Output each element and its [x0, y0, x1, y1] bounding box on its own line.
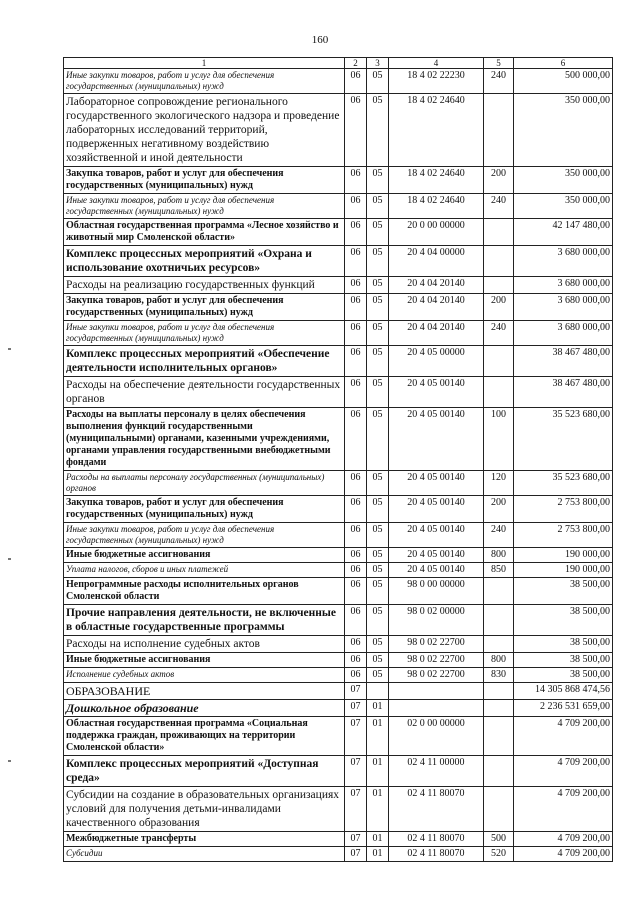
budget-table [63, 57, 613, 862]
target-article-cell: 02 4 11 80070 [389, 847, 484, 862]
subsection-cell: 01 [367, 717, 389, 756]
amount-cell: 2 753 800,00 [514, 523, 613, 548]
section-cell: 06 [345, 94, 367, 167]
amount-cell: 38 500,00 [514, 668, 613, 683]
subsection-cell: 05 [367, 277, 389, 294]
expense-type-cell [484, 94, 514, 167]
expense-name-cell: Субсидии [64, 847, 345, 862]
section-cell: 06 [345, 194, 367, 219]
section-cell: 06 [345, 668, 367, 683]
table-row [64, 321, 613, 346]
section-cell: 06 [345, 346, 367, 377]
expense-type-cell: 200 [484, 294, 514, 321]
expense-name-cell: Расходы на реализацию государственных функций [64, 277, 345, 294]
subsection-cell: 05 [367, 219, 389, 246]
amount-cell: 38 467 480,00 [514, 346, 613, 377]
table-row [64, 246, 613, 277]
section-cell: 07 [345, 700, 367, 717]
subsection-cell: 05 [367, 496, 389, 523]
target-article-cell: 02 4 11 80070 [389, 832, 484, 847]
target-article-cell: 02 4 11 80070 [389, 787, 484, 832]
subsection-cell: 05 [367, 578, 389, 605]
expense-type-cell [484, 756, 514, 787]
table-row [64, 94, 613, 167]
target-article-cell: 20 4 05 00140 [389, 471, 484, 496]
table-row [64, 277, 613, 294]
target-article-cell: 98 0 02 22700 [389, 636, 484, 653]
amount-cell: 42 147 480,00 [514, 219, 613, 246]
table-row [64, 605, 613, 636]
target-article-cell: 20 4 05 00140 [389, 563, 484, 578]
amount-cell: 350 000,00 [514, 194, 613, 219]
section-cell: 07 [345, 756, 367, 787]
table-row [64, 346, 613, 377]
amount-cell: 38 500,00 [514, 605, 613, 636]
expense-name-cell: Расходы на выплаты персоналу государственных (муниципальных) органов [64, 471, 345, 496]
section-cell: 07 [345, 717, 367, 756]
subsection-cell: 05 [367, 321, 389, 346]
scan-mark [8, 760, 11, 762]
subsection-cell: 05 [367, 636, 389, 653]
section-cell: 06 [345, 294, 367, 321]
table-row [64, 294, 613, 321]
expense-type-cell: 240 [484, 69, 514, 94]
subsection-cell: 01 [367, 832, 389, 847]
expense-name-cell: Комплекс процессных мероприятий «Охрана и использование охотничьих ресурсов» [64, 246, 345, 277]
subsection-cell: 05 [367, 668, 389, 683]
amount-cell: 4 709 200,00 [514, 847, 613, 862]
target-article-cell: 20 4 04 20140 [389, 321, 484, 346]
column-header: 5 [484, 58, 514, 69]
section-cell: 06 [345, 167, 367, 194]
target-article-cell: 98 0 02 22700 [389, 653, 484, 668]
table-row [64, 377, 613, 408]
column-header: 2 [345, 58, 367, 69]
target-article-cell: 20 4 05 00000 [389, 346, 484, 377]
subsection-cell: 05 [367, 346, 389, 377]
table-row [64, 717, 613, 756]
expense-name-cell: Расходы на исполнение судебных актов [64, 636, 345, 653]
expense-name-cell: Межбюджетные трансферты [64, 832, 345, 847]
amount-cell: 38 467 480,00 [514, 377, 613, 408]
subsection-cell: 05 [367, 548, 389, 563]
expense-name-cell: Иные закупки товаров, работ и услуг для обеспечения государственных (муниципальных) нужд [64, 523, 345, 548]
expense-name-cell: Закупка товаров, работ и услуг для обеспечения государственных (муниципальных) нужд [64, 294, 345, 321]
table-row [64, 471, 613, 496]
expense-type-cell: 240 [484, 523, 514, 548]
table-row [64, 832, 613, 847]
section-cell: 07 [345, 832, 367, 847]
subsection-cell: 01 [367, 700, 389, 717]
subsection-cell: 05 [367, 563, 389, 578]
target-article-cell: 20 4 05 00140 [389, 408, 484, 471]
section-cell: 06 [345, 277, 367, 294]
amount-cell: 2 753 800,00 [514, 496, 613, 523]
amount-cell: 500 000,00 [514, 69, 613, 94]
table-row [64, 523, 613, 548]
expense-name-cell: ОБРАЗОВАНИЕ [64, 683, 345, 700]
section-cell: 07 [345, 683, 367, 700]
expense-type-cell: 200 [484, 496, 514, 523]
expense-type-cell [484, 636, 514, 653]
expense-type-cell: 120 [484, 471, 514, 496]
subsection-cell: 05 [367, 167, 389, 194]
target-article-cell: 02 0 00 00000 [389, 717, 484, 756]
amount-cell: 3 680 000,00 [514, 321, 613, 346]
expense-name-cell: Закупка товаров, работ и услуг для обеспечения государственных (муниципальных) нужд [64, 496, 345, 523]
subsection-cell: 05 [367, 653, 389, 668]
expense-name-cell: Иные бюджетные ассигнования [64, 653, 345, 668]
target-article-cell: 98 0 02 22700 [389, 668, 484, 683]
section-cell: 06 [345, 69, 367, 94]
expense-name-cell: Расходы на выплаты персоналу в целях обеспечения выполнения функций государственными (муниципальными) органами, казенными учреждениями, органами управления государственными внебюджетными фондами [64, 408, 345, 471]
table-row [64, 563, 613, 578]
target-article-cell [389, 683, 484, 700]
table-row [64, 578, 613, 605]
expense-type-cell [484, 605, 514, 636]
target-article-cell: 20 4 04 00000 [389, 246, 484, 277]
expense-type-cell: 500 [484, 832, 514, 847]
subsection-cell: 05 [367, 294, 389, 321]
subsection-cell: 05 [367, 194, 389, 219]
table-row [64, 219, 613, 246]
amount-cell: 4 709 200,00 [514, 832, 613, 847]
subsection-cell: 05 [367, 69, 389, 94]
table-row [64, 787, 613, 832]
target-article-cell: 20 4 05 00140 [389, 523, 484, 548]
expense-name-cell: Дошкольное образование [64, 700, 345, 717]
section-cell: 06 [345, 377, 367, 408]
table-row [64, 700, 613, 717]
expense-name-cell: Иные закупки товаров, работ и услуг для обеспечения государственных (муниципальных) нужд [64, 69, 345, 94]
expense-name-cell: Исполнение судебных актов [64, 668, 345, 683]
section-cell: 06 [345, 408, 367, 471]
target-article-cell: 18 4 02 24640 [389, 194, 484, 219]
expense-type-cell [484, 683, 514, 700]
expense-type-cell [484, 346, 514, 377]
expense-type-cell [484, 717, 514, 756]
table-row [64, 847, 613, 862]
subsection-cell: 05 [367, 523, 389, 548]
expense-type-cell: 800 [484, 548, 514, 563]
target-article-cell [389, 700, 484, 717]
amount-cell: 190 000,00 [514, 563, 613, 578]
subsection-cell [367, 683, 389, 700]
expense-type-cell: 520 [484, 847, 514, 862]
expense-name-cell: Лабораторное сопровождение регионального государственного экологического надзора и проведение лабораторных исследований территорий, подверженных негативному воздействию хозяйственной и иной деятельности [64, 94, 345, 167]
expense-name-cell: Иные закупки товаров, работ и услуг для обеспечения государственных (муниципальных) нужд [64, 321, 345, 346]
expense-type-cell [484, 377, 514, 408]
target-article-cell: 20 0 00 00000 [389, 219, 484, 246]
subsection-cell: 05 [367, 471, 389, 496]
amount-cell: 38 500,00 [514, 636, 613, 653]
expense-type-cell [484, 219, 514, 246]
section-cell: 06 [345, 496, 367, 523]
table-row [64, 756, 613, 787]
section-cell: 06 [345, 246, 367, 277]
subsection-cell: 01 [367, 756, 389, 787]
section-cell: 06 [345, 321, 367, 346]
expense-type-cell: 830 [484, 668, 514, 683]
section-cell: 07 [345, 847, 367, 862]
table-row [64, 496, 613, 523]
target-article-cell: 20 4 05 00140 [389, 548, 484, 563]
amount-cell: 2 236 531 659,00 [514, 700, 613, 717]
section-cell: 06 [345, 578, 367, 605]
section-cell: 06 [345, 563, 367, 578]
table-header-row [64, 58, 613, 69]
section-cell: 06 [345, 471, 367, 496]
column-header: 6 [514, 58, 613, 69]
expense-type-cell: 240 [484, 194, 514, 219]
amount-cell: 350 000,00 [514, 167, 613, 194]
target-article-cell: 18 4 02 22230 [389, 69, 484, 94]
column-header: 1 [64, 58, 345, 69]
expense-name-cell: Непрограммные расходы исполнительных органов Смоленской области [64, 578, 345, 605]
subsection-cell: 05 [367, 605, 389, 636]
target-article-cell: 98 0 02 00000 [389, 605, 484, 636]
table-row [64, 683, 613, 700]
section-cell: 07 [345, 787, 367, 832]
expense-name-cell: Уплата налогов, сборов и иных платежей [64, 563, 345, 578]
table-row [64, 653, 613, 668]
expense-name-cell: Комплекс процессных мероприятий «Доступная среда» [64, 756, 345, 787]
expense-type-cell [484, 246, 514, 277]
expense-name-cell: Закупка товаров, работ и услуг для обеспечения государственных (муниципальных) нужд [64, 167, 345, 194]
expense-type-cell [484, 700, 514, 717]
expense-type-cell: 200 [484, 167, 514, 194]
table-row [64, 408, 613, 471]
expense-type-cell [484, 787, 514, 832]
section-cell: 06 [345, 605, 367, 636]
expense-type-cell [484, 578, 514, 605]
expense-type-cell [484, 277, 514, 294]
target-article-cell: 02 4 11 00000 [389, 756, 484, 787]
amount-cell: 38 500,00 [514, 653, 613, 668]
expense-name-cell: Иные бюджетные ассигнования [64, 548, 345, 563]
scan-mark [8, 558, 11, 560]
amount-cell: 14 305 868 474,56 [514, 683, 613, 700]
amount-cell: 3 680 000,00 [514, 277, 613, 294]
table-row [64, 194, 613, 219]
expense-name-cell: Субсидии на создание в образовательных организациях условий для получения детьми-инвалидами качественного образования [64, 787, 345, 832]
subsection-cell: 01 [367, 787, 389, 832]
subsection-cell: 05 [367, 408, 389, 471]
target-article-cell: 18 4 02 24640 [389, 167, 484, 194]
section-cell: 06 [345, 523, 367, 548]
amount-cell: 38 500,00 [514, 578, 613, 605]
table-row [64, 167, 613, 194]
section-cell: 06 [345, 219, 367, 246]
subsection-cell: 05 [367, 94, 389, 167]
expense-type-cell: 850 [484, 563, 514, 578]
target-article-cell: 98 0 00 00000 [389, 578, 484, 605]
expense-name-cell: Областная государственная программа «Социальная поддержка граждан, проживающих на территории Смоленской области» [64, 717, 345, 756]
expense-name-cell: Прочие направления деятельности, не включенные в областные государственные программы [64, 605, 345, 636]
target-article-cell: 20 4 05 00140 [389, 496, 484, 523]
target-article-cell: 20 4 04 20140 [389, 277, 484, 294]
target-article-cell: 20 4 05 00140 [389, 377, 484, 408]
amount-cell: 35 523 680,00 [514, 471, 613, 496]
column-header: 4 [389, 58, 484, 69]
amount-cell: 35 523 680,00 [514, 408, 613, 471]
amount-cell: 3 680 000,00 [514, 246, 613, 277]
section-cell: 06 [345, 636, 367, 653]
expense-type-cell: 800 [484, 653, 514, 668]
amount-cell: 4 709 200,00 [514, 787, 613, 832]
column-header: 3 [367, 58, 389, 69]
amount-cell: 190 000,00 [514, 548, 613, 563]
amount-cell: 4 709 200,00 [514, 756, 613, 787]
page-number: 160 [311, 34, 329, 46]
target-article-cell: 20 4 04 20140 [389, 294, 484, 321]
expense-name-cell: Иные закупки товаров, работ и услуг для обеспечения государственных (муниципальных) нужд [64, 194, 345, 219]
scan-mark [8, 348, 11, 350]
table-row [64, 668, 613, 683]
section-cell: 06 [345, 653, 367, 668]
table-row [64, 636, 613, 653]
amount-cell: 3 680 000,00 [514, 294, 613, 321]
table-row [64, 548, 613, 563]
expense-name-cell: Комплекс процессных мероприятий «Обеспечение деятельности исполнительных органов» [64, 346, 345, 377]
section-cell: 06 [345, 548, 367, 563]
table-row [64, 69, 613, 94]
expense-name-cell: Расходы на обеспечение деятельности государственных органов [64, 377, 345, 408]
amount-cell: 350 000,00 [514, 94, 613, 167]
expense-name-cell: Областная государственная программа «Лесное хозяйство и животный мир Смоленской области» [64, 219, 345, 246]
subsection-cell: 05 [367, 377, 389, 408]
subsection-cell: 01 [367, 847, 389, 862]
target-article-cell: 18 4 02 24640 [389, 94, 484, 167]
expense-type-cell: 100 [484, 408, 514, 471]
subsection-cell: 05 [367, 246, 389, 277]
expense-type-cell: 240 [484, 321, 514, 346]
amount-cell: 4 709 200,00 [514, 717, 613, 756]
